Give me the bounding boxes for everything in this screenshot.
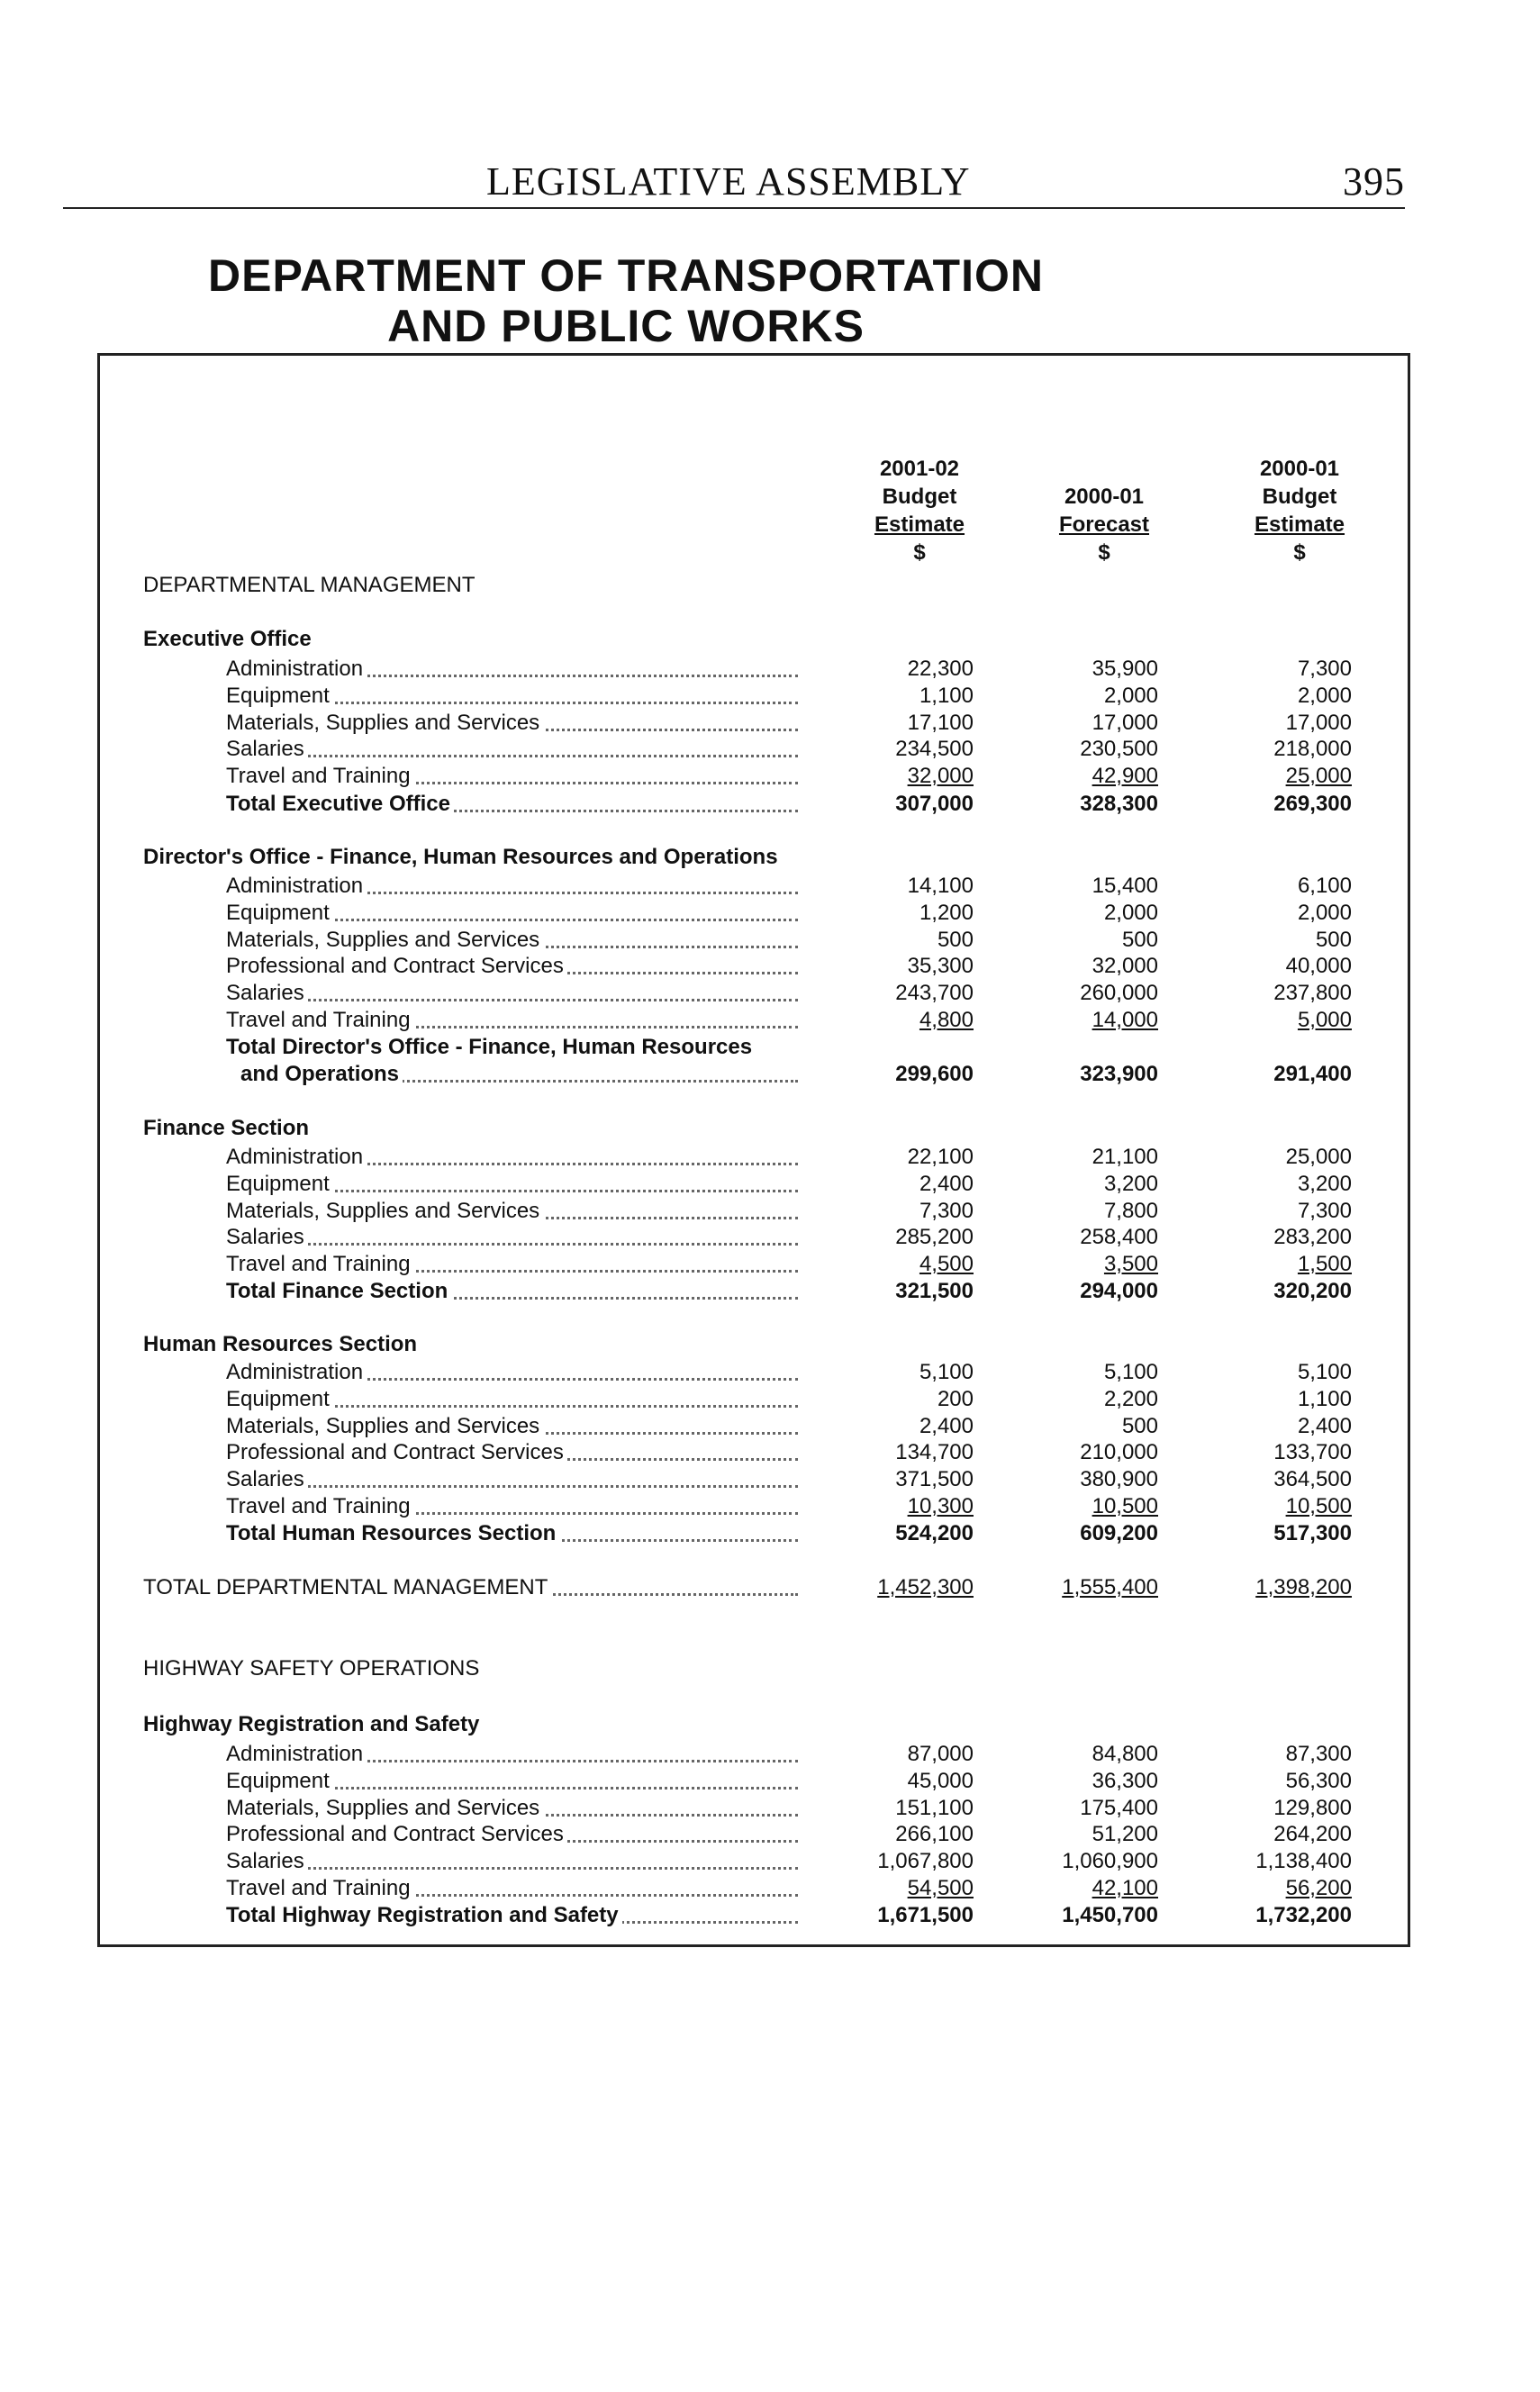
value-2000-01-estimate: 264,200 [1273, 1822, 1352, 1847]
value-2000-01-estimate: 517,300 [1273, 1521, 1352, 1545]
table-row [100, 1386, 1408, 1413]
row-label [226, 1902, 798, 1929]
value-2000-01-forecast: 42,100 [1092, 1876, 1158, 1900]
total-row [100, 1278, 1408, 1305]
value-2000-01-forecast: 230,500 [1080, 737, 1158, 762]
value-2000-01-estimate: 56,300 [1285, 1768, 1352, 1793]
value-2000-01-forecast: 51,200 [1092, 1822, 1158, 1847]
row-label-text: Total Human Resources Section [226, 1521, 559, 1545]
value-2001-02-estimate: 32,000 [907, 764, 974, 789]
table-row [100, 683, 1408, 710]
row-label [226, 1198, 798, 1225]
column-header-line: 2000-01 [1259, 457, 1340, 481]
value-2000-01-forecast: 210,000 [1080, 1440, 1158, 1465]
value-2001-02-estimate: 45,000 [907, 1768, 974, 1793]
value-2000-01-forecast: 1,060,900 [1062, 1849, 1158, 1874]
value-2000-01-forecast: 323,900 [1080, 1062, 1158, 1086]
row-label [226, 736, 798, 763]
total-row [100, 791, 1408, 818]
table-row [100, 1359, 1408, 1386]
row-label [226, 1007, 798, 1034]
value-2000-01-forecast: 7,800 [1103, 1198, 1158, 1223]
row-label [226, 1278, 798, 1305]
value-2000-01-forecast: 14,000 [1092, 1008, 1158, 1032]
row-label-text: Administration [226, 1360, 367, 1384]
table-row [100, 1768, 1408, 1795]
value-2000-01-estimate: 129,800 [1273, 1795, 1352, 1820]
value-2001-02-estimate: 243,700 [895, 981, 974, 1006]
row-label-text: Travel and Training [226, 1876, 414, 1900]
column-header-line: $ [1293, 540, 1306, 565]
table-row [100, 1741, 1408, 1768]
row-label-text: Travel and Training [226, 1252, 414, 1276]
row-label [226, 1795, 798, 1822]
row-label [226, 656, 798, 683]
table-row [100, 1493, 1408, 1520]
value-2000-01-forecast: 35,900 [1092, 657, 1158, 681]
value-2000-01-forecast: 1,555,400 [1062, 1575, 1158, 1599]
value-2000-01-estimate: 1,732,200 [1255, 1903, 1352, 1927]
value-2001-02-estimate: 5,100 [919, 1360, 974, 1384]
row-label-text: Equipment [226, 684, 333, 708]
section-heading-highway-safety-operations: HIGHWAY SAFETY OPERATIONS [143, 1656, 480, 1681]
column-header-line: 2001-02 [879, 457, 960, 481]
value-2000-01-estimate: 3,200 [1297, 1171, 1352, 1196]
row-label-text: Administration [226, 1742, 367, 1766]
row-label-text: Total Executive Office [226, 792, 454, 816]
subsection-title-human-resources-section: Human Resources Section [143, 1332, 418, 1356]
row-label [226, 1171, 798, 1198]
table-row [100, 873, 1408, 900]
value-2000-01-forecast: 42,900 [1092, 764, 1158, 789]
value-2001-02-estimate: 1,100 [919, 683, 974, 708]
total-row [100, 1902, 1408, 1929]
row-label [226, 1875, 798, 1902]
value-2001-02-estimate: 87,000 [907, 1742, 974, 1766]
grand-total-row [100, 1574, 1408, 1601]
value-2000-01-forecast: 2,200 [1103, 1386, 1158, 1411]
leader-dots [226, 1485, 798, 1488]
value-2000-01-estimate: 500 [1315, 927, 1352, 952]
row-label-text: Professional and Contract Services [226, 1822, 567, 1846]
row-label [226, 1386, 798, 1413]
row-label [226, 1224, 798, 1251]
value-2000-01-forecast: 84,800 [1092, 1742, 1158, 1766]
row-label [226, 683, 798, 710]
leader-dots [226, 1243, 798, 1246]
row-label [226, 1251, 798, 1278]
value-2000-01-estimate: 6,100 [1297, 874, 1352, 898]
row-label-text: Professional and Contract Services [226, 1440, 567, 1464]
value-2000-01-estimate: 5,000 [1297, 1008, 1352, 1032]
value-2000-01-forecast: 2,000 [1103, 900, 1158, 925]
value-2000-01-forecast: 260,000 [1080, 981, 1158, 1006]
row-label [226, 1144, 798, 1171]
row-label-text: Materials, Supplies and Services [226, 1796, 543, 1820]
value-2001-02-estimate: 22,300 [907, 657, 974, 681]
value-2001-02-estimate: 151,100 [895, 1795, 974, 1820]
table-row [100, 1251, 1408, 1278]
table-row [100, 1795, 1408, 1822]
table-row [100, 980, 1408, 1007]
value-2000-01-forecast: 10,500 [1092, 1494, 1158, 1518]
row-label [226, 873, 798, 900]
value-2000-01-estimate: 1,398,200 [1255, 1575, 1352, 1599]
subsection-title-highway-registration-and-safety: Highway Registration and Safety [143, 1712, 480, 1736]
value-2000-01-estimate: 218,000 [1273, 737, 1352, 762]
row-label-text: Equipment [226, 1172, 333, 1196]
row-label [226, 1520, 798, 1547]
budget-table [97, 353, 1410, 1947]
value-2001-02-estimate: 299,600 [895, 1062, 974, 1086]
value-2000-01-estimate: 1,100 [1297, 1386, 1352, 1411]
value-2001-02-estimate: 7,300 [919, 1198, 974, 1223]
value-2001-02-estimate: 134,700 [895, 1440, 974, 1465]
row-label-text: Salaries [226, 981, 308, 1005]
table-row [100, 763, 1408, 790]
value-2000-01-forecast: 609,200 [1080, 1521, 1158, 1545]
row-label [226, 1821, 798, 1848]
value-2000-01-estimate: 283,200 [1273, 1225, 1352, 1250]
value-2000-01-forecast: 5,100 [1103, 1360, 1158, 1384]
row-label [240, 1061, 798, 1088]
table-row [100, 1224, 1408, 1251]
column-header-2000-01-forecast [1023, 455, 1185, 566]
table-row [100, 900, 1408, 927]
table-row [100, 953, 1408, 980]
value-2000-01-estimate: 87,300 [1285, 1742, 1352, 1766]
value-2000-01-forecast: 175,400 [1080, 1795, 1158, 1820]
value-2001-02-estimate: 35,300 [907, 954, 974, 979]
leader-dots [226, 999, 798, 1001]
value-2000-01-estimate: 1,138,400 [1255, 1849, 1352, 1874]
column-header-line: $ [913, 540, 926, 565]
table-row [100, 1171, 1408, 1198]
leader-dots [226, 755, 798, 757]
value-2001-02-estimate: 1,671,500 [877, 1903, 974, 1927]
value-2000-01-forecast: 3,500 [1103, 1252, 1158, 1277]
column-header-line: Forecast [1058, 512, 1150, 537]
table-row [100, 1144, 1408, 1171]
row-label-text: Administration [226, 1145, 367, 1169]
row-label [226, 763, 798, 790]
table-row [100, 1466, 1408, 1493]
row-label [226, 710, 798, 737]
row-label-text: Administration [226, 874, 367, 898]
running-head [63, 151, 1405, 209]
row-label-text: Salaries [226, 1225, 308, 1249]
value-2001-02-estimate: 54,500 [907, 1876, 974, 1900]
row-label-text: Travel and Training [226, 1008, 414, 1032]
row-label [143, 1574, 798, 1601]
value-2001-02-estimate: 1,200 [919, 900, 974, 925]
column-header-line: $ [1098, 540, 1110, 565]
leader-dots [226, 1867, 798, 1870]
value-2001-02-estimate: 285,200 [895, 1225, 974, 1250]
row-label-text: TOTAL DEPARTMENTAL MANAGEMENT [143, 1575, 551, 1599]
row-label-text: Materials, Supplies and Services [226, 1414, 543, 1438]
value-2000-01-estimate: 2,000 [1297, 683, 1352, 708]
value-2001-02-estimate: 4,800 [919, 1008, 974, 1032]
row-label [226, 1466, 798, 1493]
value-2001-02-estimate: 234,500 [895, 737, 974, 762]
value-2000-01-forecast: 500 [1121, 1413, 1158, 1438]
value-2000-01-forecast: 36,300 [1092, 1768, 1158, 1793]
value-2001-02-estimate: 10,300 [907, 1494, 974, 1518]
column-header-line: Estimate [874, 512, 965, 537]
row-label [226, 1768, 798, 1795]
value-2000-01-forecast: 3,200 [1103, 1171, 1158, 1196]
value-2000-01-forecast: 328,300 [1080, 792, 1158, 816]
total-row [100, 1520, 1408, 1547]
table-row [100, 1413, 1408, 1440]
value-2001-02-estimate: 17,100 [907, 710, 974, 735]
value-2000-01-forecast: 17,000 [1092, 710, 1158, 735]
value-2001-02-estimate: 321,500 [895, 1279, 974, 1303]
value-2000-01-forecast: 294,000 [1080, 1279, 1158, 1303]
document-title-line2: AND PUBLIC WORKS [387, 301, 865, 351]
value-2000-01-forecast: 258,400 [1080, 1225, 1158, 1250]
value-2000-01-forecast: 2,000 [1103, 683, 1158, 708]
row-label-text: Materials, Supplies and Services [226, 928, 543, 952]
value-2000-01-estimate: 1,500 [1297, 1252, 1352, 1277]
row-label-text: Equipment [226, 1769, 333, 1793]
value-2000-01-estimate: 56,200 [1285, 1876, 1352, 1900]
subsection-title-directors-office: Director's Office - Finance, Human Resources and Operations [143, 845, 778, 869]
table-row [100, 927, 1408, 954]
row-label-text: Equipment [226, 901, 333, 925]
section-heading-departmental-management: DEPARTMENTAL MANAGEMENT [143, 573, 476, 597]
table-row [100, 1439, 1408, 1466]
value-2001-02-estimate: 2,400 [919, 1171, 974, 1196]
value-2001-02-estimate: 14,100 [907, 874, 974, 898]
value-2000-01-estimate: 2,000 [1297, 900, 1352, 925]
value-2000-01-forecast: 21,100 [1092, 1145, 1158, 1169]
subsection-title-finance-section: Finance Section [143, 1116, 310, 1140]
row-label-text: Total Finance Section [226, 1279, 451, 1303]
column-header-line [1023, 455, 1185, 483]
value-2000-01-forecast: 15,400 [1092, 874, 1158, 898]
row-label-text: Administration [226, 657, 367, 681]
value-2001-02-estimate: 500 [937, 927, 974, 952]
table-row [100, 1007, 1408, 1034]
value-2001-02-estimate: 22,100 [907, 1145, 974, 1169]
table-row [100, 1848, 1408, 1875]
value-2001-02-estimate: 1,452,300 [877, 1575, 974, 1599]
value-2000-01-estimate: 7,300 [1297, 657, 1352, 681]
row-label-text: Total Highway Registration and Safety [226, 1903, 622, 1927]
value-2000-01-forecast: 380,900 [1080, 1467, 1158, 1492]
value-2000-01-forecast: 500 [1121, 927, 1158, 952]
subsection-title-executive-office: Executive Office [143, 627, 312, 651]
row-label-text: Travel and Training [226, 1494, 414, 1518]
total-row [100, 1061, 1408, 1088]
row-label [226, 1848, 798, 1875]
value-2000-01-estimate: 10,500 [1285, 1494, 1352, 1518]
document-title-line1: DEPARTMENT OF TRANSPORTATION [208, 250, 1044, 301]
row-label [226, 1359, 798, 1386]
value-2000-01-estimate: 320,200 [1273, 1279, 1352, 1303]
row-label-text: Professional and Contract Services [226, 954, 567, 978]
value-2000-01-estimate: 291,400 [1273, 1062, 1352, 1086]
value-2001-02-estimate: 266,100 [895, 1822, 974, 1847]
row-label [226, 1741, 798, 1768]
table-row [100, 710, 1408, 737]
value-2000-01-estimate: 2,400 [1297, 1413, 1352, 1438]
row-label-text: Equipment [226, 1387, 333, 1411]
value-2000-01-estimate: 25,000 [1285, 1145, 1352, 1169]
row-label-text: Travel and Training [226, 764, 414, 788]
running-head-title: LEGISLATIVE ASSEMBLY [486, 159, 971, 204]
row-label [226, 1493, 798, 1520]
value-2001-02-estimate: 524,200 [895, 1521, 974, 1545]
row-label-text: and Operations [240, 1062, 403, 1086]
row-label [226, 1439, 798, 1466]
column-header-2001-02-budget-estimate [838, 455, 1001, 566]
value-2000-01-forecast: 32,000 [1092, 954, 1158, 979]
total-row-label-line1: Total Director's Office - Finance, Human Resources [226, 1035, 753, 1059]
value-2000-01-estimate: 133,700 [1273, 1440, 1352, 1465]
column-header-line: Budget [1262, 485, 1337, 509]
table-row [100, 1198, 1408, 1225]
column-header-2000-01-budget-estimate [1218, 455, 1381, 566]
value-2001-02-estimate: 200 [937, 1386, 974, 1411]
column-header-line: Estimate [1254, 512, 1345, 537]
value-2001-02-estimate: 2,400 [919, 1413, 974, 1438]
row-label [226, 1413, 798, 1440]
value-2000-01-estimate: 7,300 [1297, 1198, 1352, 1223]
row-label-text: Salaries [226, 737, 308, 761]
table-row [100, 1821, 1408, 1848]
value-2000-01-estimate: 269,300 [1273, 792, 1352, 816]
value-2001-02-estimate: 4,500 [919, 1252, 974, 1277]
value-2000-01-estimate: 237,800 [1273, 981, 1352, 1006]
value-2000-01-estimate: 40,000 [1285, 954, 1352, 979]
row-label [226, 900, 798, 927]
row-label-text: Materials, Supplies and Services [226, 711, 543, 735]
table-row [100, 1875, 1408, 1902]
row-label [226, 980, 798, 1007]
column-header-line: 2000-01 [1064, 485, 1145, 509]
value-2000-01-estimate: 17,000 [1285, 710, 1352, 735]
value-2001-02-estimate: 307,000 [895, 792, 974, 816]
row-label-text: Salaries [226, 1849, 308, 1873]
document-title [63, 250, 1405, 351]
value-2001-02-estimate: 371,500 [895, 1467, 974, 1492]
page-number: 395 [1343, 159, 1405, 204]
row-label [226, 927, 798, 954]
value-2001-02-estimate: 1,067,800 [877, 1849, 974, 1874]
row-label-text: Materials, Supplies and Services [226, 1199, 543, 1223]
table-row [100, 656, 1408, 683]
row-label [226, 791, 798, 818]
row-label-text: Salaries [226, 1467, 308, 1491]
value-2000-01-estimate: 364,500 [1273, 1467, 1352, 1492]
column-header-line: Budget [882, 485, 957, 509]
value-2000-01-estimate: 25,000 [1285, 764, 1352, 789]
row-label [226, 953, 798, 980]
table-row [100, 736, 1408, 763]
value-2000-01-estimate: 5,100 [1297, 1360, 1352, 1384]
value-2000-01-forecast: 1,450,700 [1062, 1903, 1158, 1927]
